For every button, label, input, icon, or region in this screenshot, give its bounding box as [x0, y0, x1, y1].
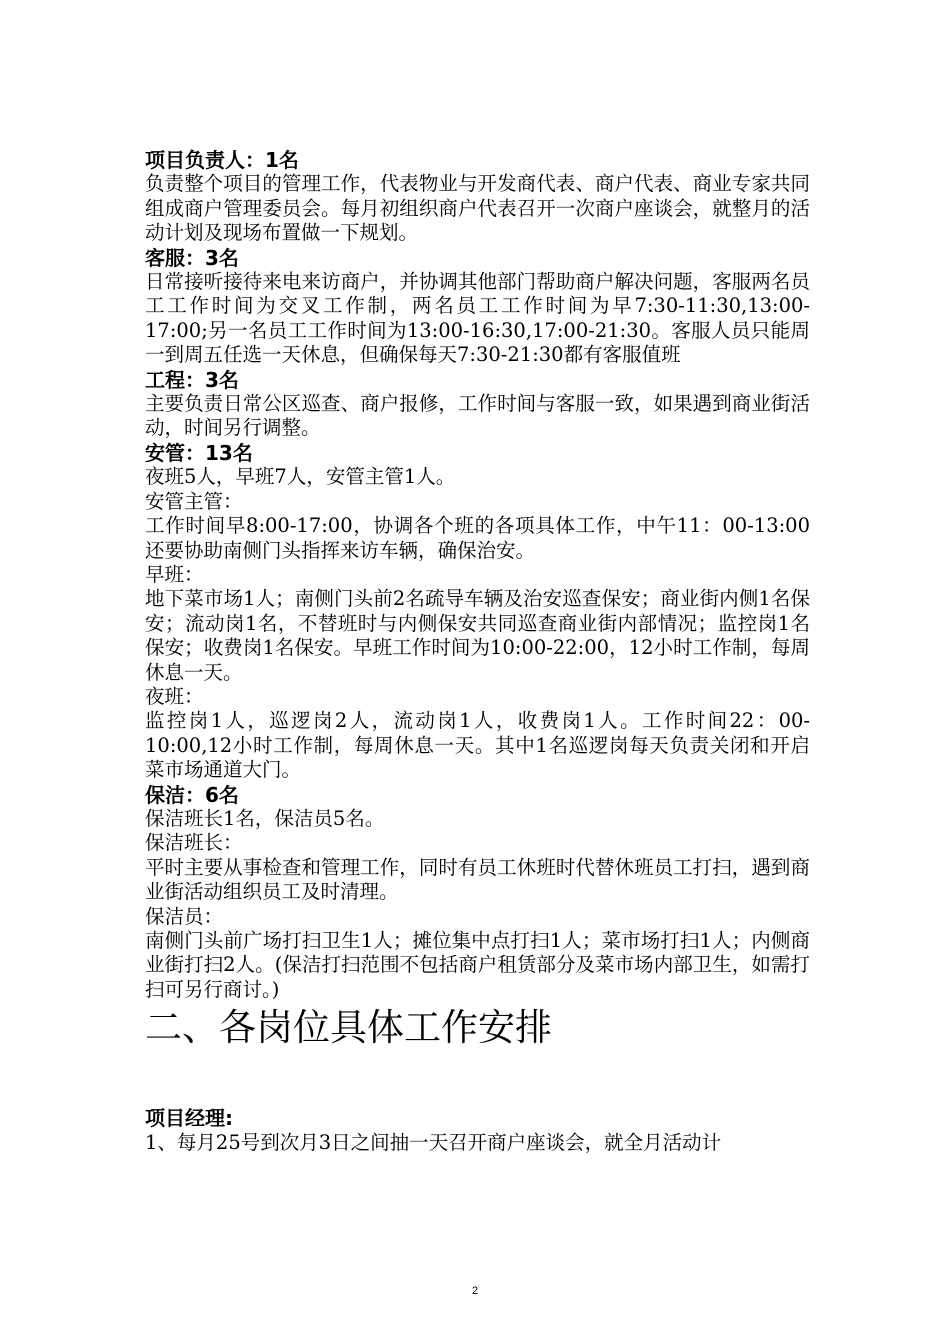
heading-customer-service: 客服：3名 [145, 245, 239, 270]
heading-engineering: 工程：3名 [145, 367, 239, 392]
paragraph: 保洁班长1名，保洁员5名。 [145, 806, 385, 830]
heading-project-lead: 项目负责人：1名 [145, 148, 299, 172]
heading-project-manager: 项目经理: [145, 1106, 233, 1131]
document-body [145, 148, 810, 1155]
paragraph: 平时主要从事检查和管理工作，同时有员工休班时代替休班员工打扫，遇到商业街活动组织员工及时清理。 [145, 855, 810, 904]
section-title: 二、各岗位具体工作安排 [145, 1006, 552, 1050]
sub-label: 保洁员： [145, 904, 224, 928]
page-number: 2 [471, 1285, 479, 1297]
paragraph: 夜班5人，早班7人，安管主管1人。 [145, 465, 456, 489]
paragraph: 地下菜市场1人；南侧门头前2名疏导车辆及治安巡查保安；商业街内侧1名保安；流动岗1名，不替班时与内侧保安共同巡查商业街内部情况；监控岗1名保安；收费岗1名保安。早班工作时间为10:00-22:00，12小时工作制，每周休息一天。 [145, 587, 810, 684]
paragraph: 日常接听接待来电来访商户，并协调其他部门帮助商户解决问题，客服两名员工工作时间为交叉工作制，两名员工工作时间为早7:30-11:30,13:00-17:00;另一名员工工作时间为13:00-16:30,17:00-21:30。客服人员只能周一到周五任选一天休息，但确保每天7:30-21:30都有客服值班 [145, 270, 810, 367]
sub-label: 安管主管： [145, 489, 243, 513]
paragraph: 负责整个项目的管理工作，代表物业与开发商代表、商户代表、商业专家共同组成商户管理委员会。每月初组织商户代表召开一次商户座谈会，就整月的活动计划及现场布置做一下规划。 [145, 172, 810, 245]
heading-cleaning: 保洁：6名 [145, 782, 239, 807]
sub-label: 夜班： [145, 684, 204, 708]
paragraph: 工作时间早8:00-17:00，协调各个班的各项具体工作，中午11：00-13:00还要协助南侧门头指挥来访车辆，确保治安。 [145, 514, 810, 562]
paragraph: 南侧门头前广场打扫卫生1人；摊位集中点打扫1人；菜市场打扫1人；内侧商业街打扫2人。(保洁打扫范围不包括商户租赁部分及菜市场内部卫生，如需打扫可另行商讨。) [145, 929, 810, 1001]
heading-security: 安管：13名 [145, 440, 253, 465]
paragraph: 1、每月25号到次月3日之间抽一天召开商户座谈会，就全月活动计 [145, 1130, 722, 1154]
sub-label: 保洁班长： [145, 831, 243, 855]
paragraph: 主要负责日常公区巡查、商户报修，工作时间与客服一致，如果遇到商业街活动，时间另行调整。 [145, 392, 810, 440]
sub-label: 早班： [145, 562, 204, 586]
spacer [145, 1054, 810, 1106]
paragraph: 监控岗1人，巡逻岗2人，流动岗1人，收费岗1人。工作时间22：00-10:00,12小时工作制，每周休息一天。其中1名巡逻岗每天负责关闭和开启菜市场通道大门。 [145, 709, 810, 782]
